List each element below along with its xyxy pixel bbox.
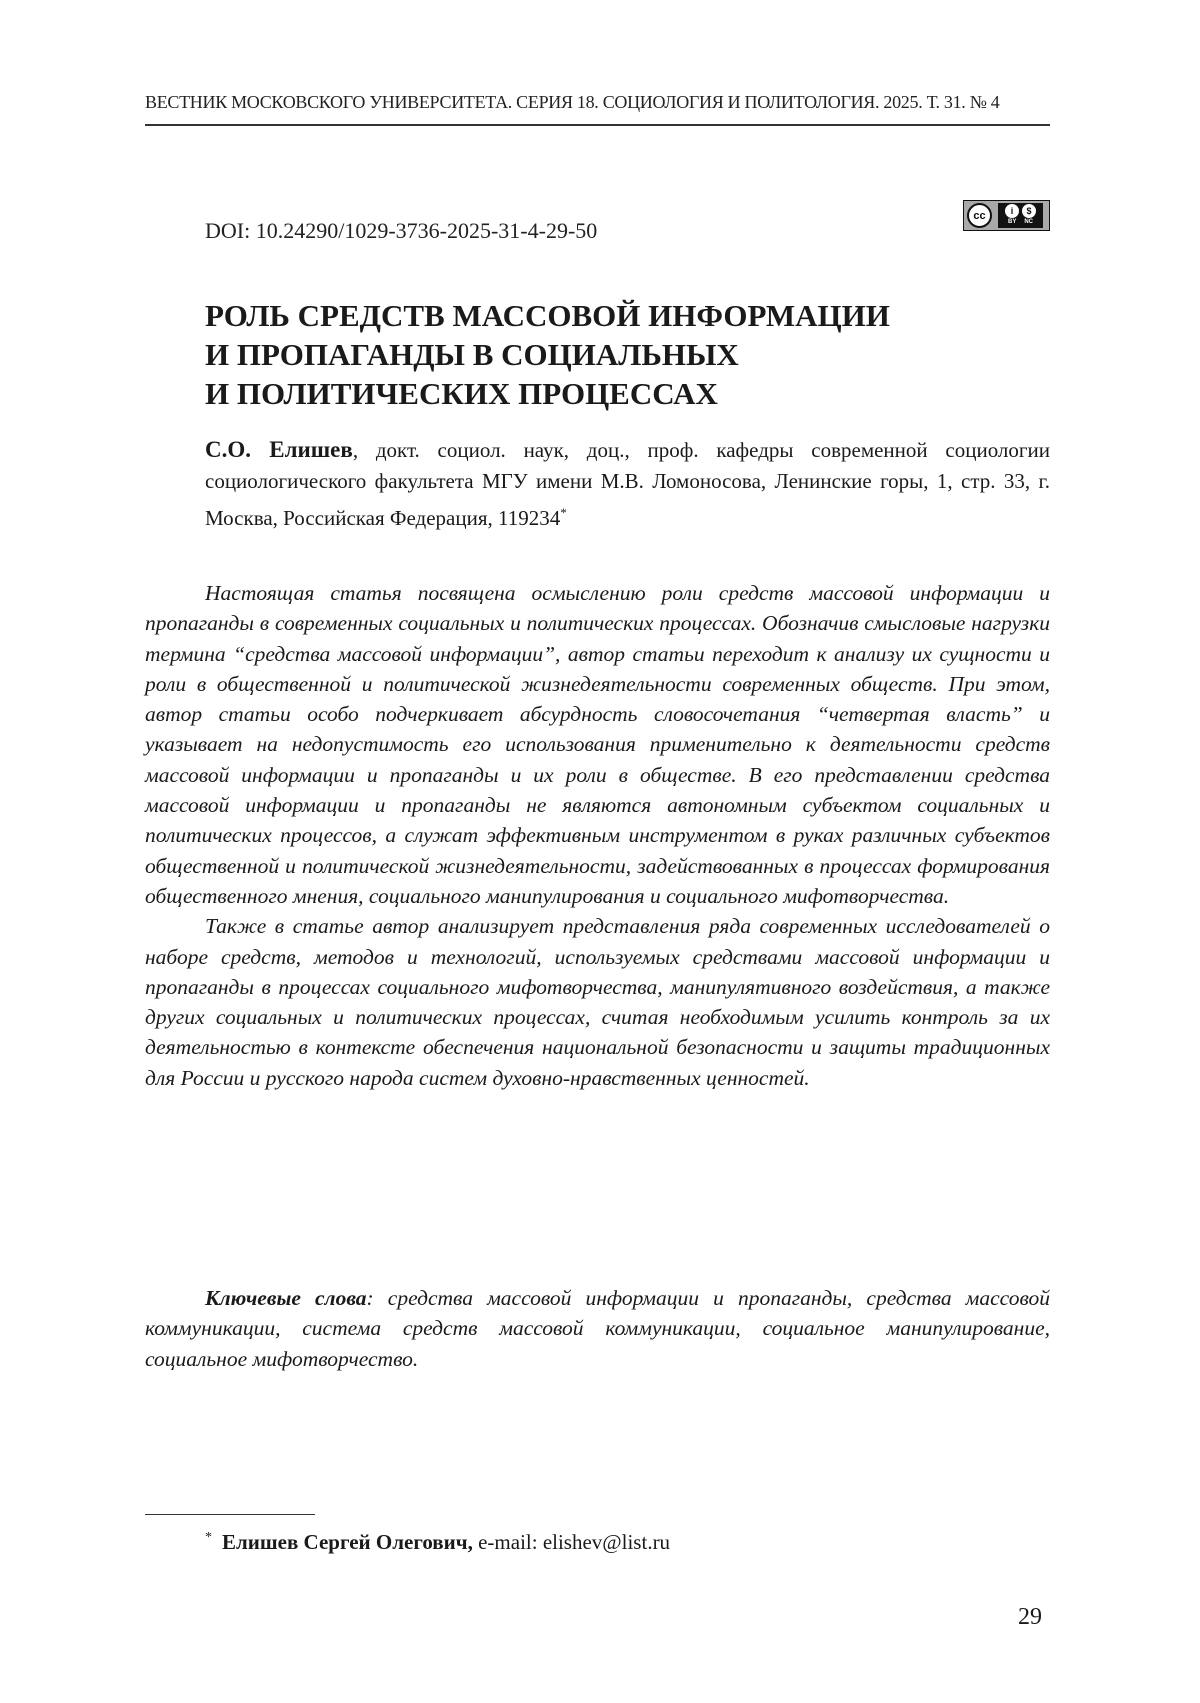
- cc-attribution-icon: i: [1005, 204, 1019, 218]
- abstract-paragraph: Настоящая статья посвящена осмыслению роли средств массовой информации и пропаганды в современных социальных и политических процессах. Обозначив смысловые нагрузки термина “средства массовой информации”, автор статьи переходит к анализу их сущности и роли в общественной и политической жизнедеятельности современных обществ. При этом, автор статьи особо подчеркивает абсурдность словосочетания “четвертая власть” и указывает на недопустимость его использования применительно к деятельности средств массовой информации и пропаганды и их роли в обществе. В его представлении средства массовой информации и пропаганды не являются автономным субъектом социальных и политических процессов, а служат эффективным инструментом в руках различных субъектов общественной и политической жизнедеятельности, задействованных в процессах формирования общественного мнения, социального манипулирования и социального мифотворчества.: [145, 578, 1050, 911]
- doi: DOI: 10.24290/1029-3736-2025-31-4-29-50: [205, 218, 597, 244]
- keywords-text: : средства массовой информации и пропаганды, средства массовой коммуникации, система средств массовой коммуникации, социальное манипулирование, социальное мифотворчество.: [145, 1286, 1050, 1371]
- footnote: [205, 1530, 670, 1555]
- cc-by-nc-icon: [998, 203, 1043, 228]
- author-affiliation: , докт. социол. наук, доц., проф. кафедры современной социологии социологического факультета МГУ имени М.В. Ломоносова, Ленинские горы, 1, стр. 33, г. Москва, Российская Федерация, 119234: [205, 438, 1050, 530]
- abstract: [145, 578, 1050, 1093]
- footnote-mark: *: [205, 1530, 212, 1545]
- cc-license-icon: [963, 200, 1050, 231]
- footnote-author-name: Елишев Сергей Олегович,: [222, 1530, 473, 1554]
- keywords: [145, 1283, 1050, 1374]
- cc-logo-icon: cc: [967, 203, 992, 228]
- cc-nc-label: NC: [1024, 218, 1033, 226]
- author-info: [205, 434, 1050, 534]
- header-divider: [145, 124, 1050, 126]
- author-footnote-mark: *: [560, 505, 567, 520]
- abstract-paragraph: Также в статье автор анализирует представления ряда современных исследователей о наборе средств, методов и технологий, используемых средствами массовой информации и пропаганды в процессах социального мифотворчества, манипулятивного воздействия, а также других социальных и политических процессах, считая необходимым усилить контроль за их деятельностью в контексте обеспечения национальной безопасности и защиты традиционных для России и русского народа систем духовно-нравственных ценностей.: [145, 911, 1050, 1093]
- footnote-divider: [145, 1514, 315, 1515]
- title-line: И ПРОПАГАНДЫ В СОЦИАЛЬНЫХ: [205, 335, 1025, 374]
- article-title: [205, 296, 1025, 413]
- cc-by-label: BY: [1008, 218, 1016, 226]
- footnote-email: e-mail: elishev@list.ru: [473, 1530, 670, 1554]
- page-number: 29: [1018, 1604, 1042, 1631]
- author-name: С.О. Елишев: [205, 437, 353, 462]
- keywords-label: Ключевые слова: [205, 1286, 367, 1310]
- title-line: И ПОЛИТИЧЕСКИХ ПРОЦЕССАХ: [205, 374, 1025, 413]
- running-head: ВЕСТНИК МОСКОВСКОГО УНИВЕРСИТЕТА. СЕРИЯ 18. СОЦИОЛОГИЯ И ПОЛИТОЛОГИЯ. 2025. Т. 31. № 4: [145, 92, 1050, 113]
- title-line: РОЛЬ СРЕДСТВ МАССОВОЙ ИНФОРМАЦИИ: [205, 296, 1025, 335]
- cc-noncommercial-icon: $: [1022, 204, 1036, 218]
